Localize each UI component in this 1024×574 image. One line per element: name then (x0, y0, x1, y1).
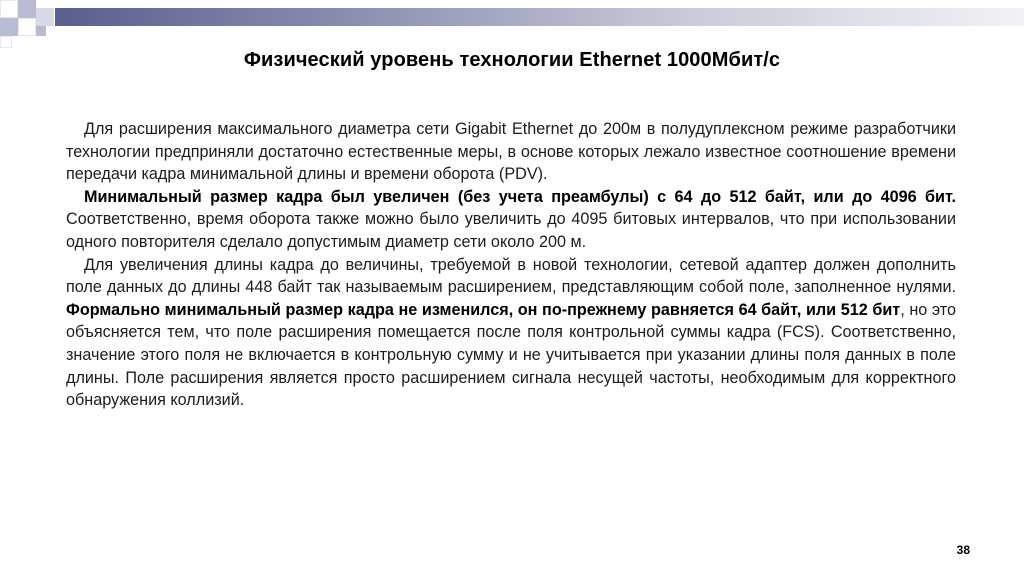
paragraph-1 (66, 118, 956, 186)
decor-square (18, 0, 36, 18)
bold-text-run: Формально минимальный размер кадра не изменился, он по-прежнему равняется 64 байт, или 512 бит (66, 300, 901, 319)
header-gradient-band (55, 8, 1024, 26)
decor-square (18, 18, 36, 36)
decor-square (36, 8, 54, 26)
decor-square (0, 36, 12, 48)
decor-square (36, 26, 46, 36)
decor-square (0, 18, 18, 36)
paragraph-2 (66, 186, 956, 254)
text-run: Для расширения максимального диаметра сети Gigabit Ethernet до 200м в полудуплексном режиме разработчики технологии предприняли достаточно естественные меры, в основе которых лежало известное соотношение времени передачи кадра минимальной длины и времени оборота (PDV). (66, 120, 956, 184)
page-number: 38 (956, 543, 970, 557)
decor-square (0, 0, 18, 18)
slide-body (66, 118, 956, 412)
bold-text-run: Минимальный размер кадра был увеличен (без учета преамбулы) с 64 до 512 байт, или до 4096 бит. (84, 187, 956, 206)
text-run: , но это объясняется тем, что поле расширения помещается после поля контрольной суммы кадра (FCS). Соответственно, значение этого поля не включается в контрольную сумму и не учитывается при указании длины поля данных в поле длины. Поле расширения является просто расширением сигнала несущей частоты, необходимым для корректного обнаружения коллизий. (66, 300, 956, 410)
text-run: Для увеличения длины кадра до величины, требуемой в новой технологии, сетевой адаптер должен дополнить поле данных до длины 448 байт так называемым расширением, представляющим собой поле, заполненное нулями. (66, 255, 956, 297)
text-run: Соответственно, время оборота также можно было увеличить до 4095 битовых интервалов, что при использовании одного повторителя сделало допустимым диаметр сети около 200 м. (66, 210, 956, 251)
paragraph-3 (66, 254, 956, 412)
slide-title: Физический уровень технологии Ethernet 1000Мбит/с (243, 49, 781, 71)
